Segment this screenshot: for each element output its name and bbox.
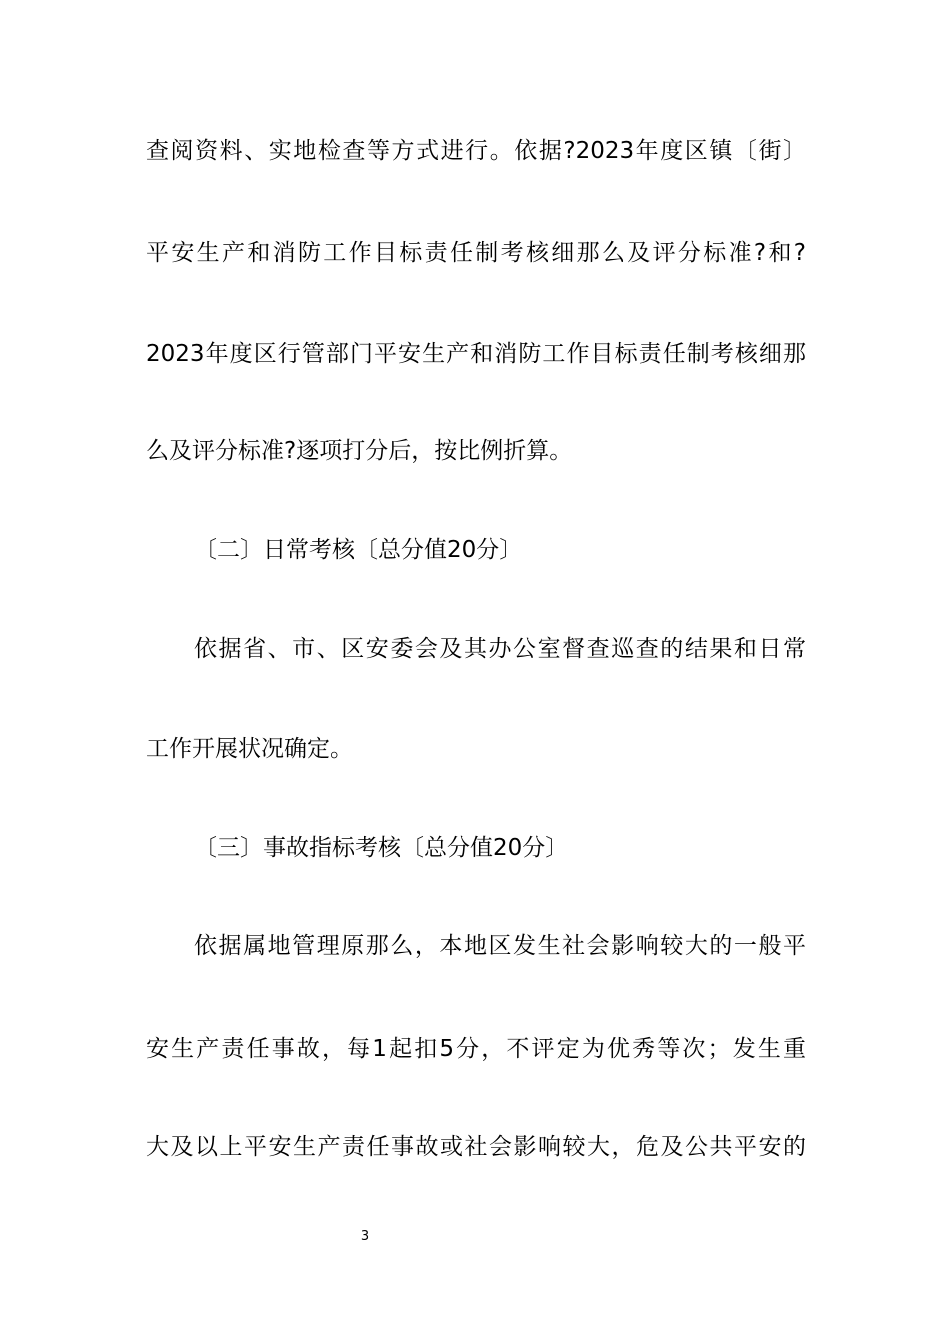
body-text-line-2: 平安生产和消防工作目标责任制考核细那么及评分标准?和? bbox=[146, 240, 806, 266]
body-text-line-3: 2023年度区行管部门平安生产和消防工作目标责任制考核细那 bbox=[146, 341, 806, 367]
body-text-line-11: 大及以上平安生产责任事故或社会影响较大，危及公共平安的 bbox=[146, 1134, 806, 1160]
body-text-line-9: 依据属地管理原那么，本地区发生社会影响较大的一般平 bbox=[194, 933, 806, 959]
section-heading-daily-assessment: 〔二〕日常考核〔总分值20分〕 bbox=[194, 537, 523, 563]
body-text-line-6: 依据省、市、区安委会及其办公室督查巡查的结果和日常 bbox=[194, 636, 806, 662]
page-number: 3 bbox=[360, 1229, 370, 1244]
body-text-line-4: 么及评分标准?逐项打分后，按比例折算。 bbox=[146, 438, 573, 464]
body-text-line-10: 安生产责任事故，每1起扣5分，不评定为优秀等次；发生重 bbox=[146, 1036, 806, 1062]
section-heading-accident-assessment: 〔三〕事故指标考核〔总分值20分〕 bbox=[194, 835, 569, 861]
body-text-line-7: 工作开展状况确定。 bbox=[146, 736, 353, 762]
body-text-line-1: 查阅资料、实地检查等方式进行。依据?2023年度区镇〔街〕 bbox=[146, 138, 806, 164]
